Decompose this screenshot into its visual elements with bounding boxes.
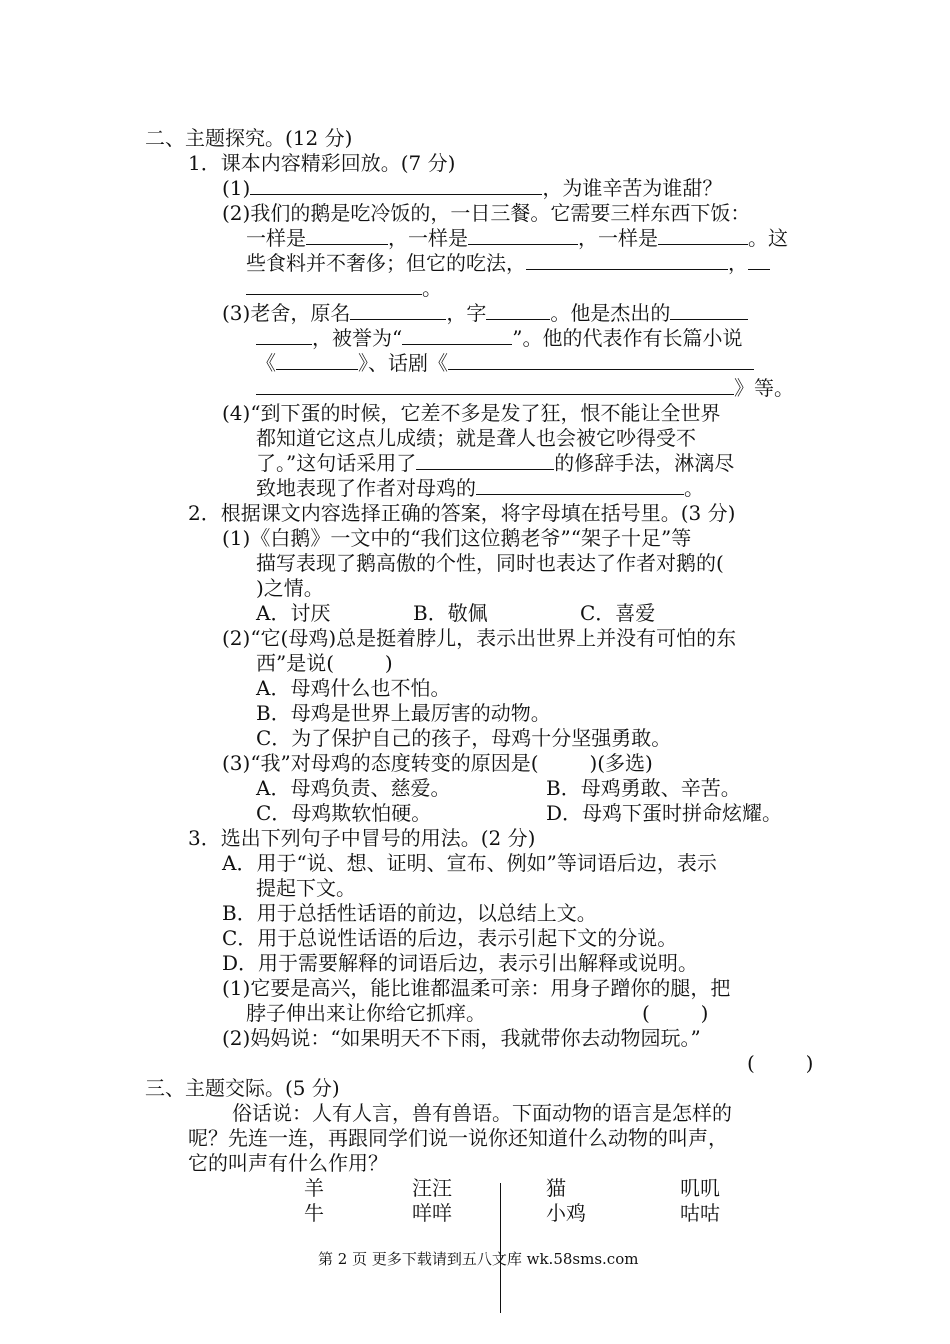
- section3-intro-line3: 它的叫声有什么作用？: [188, 1151, 388, 1175]
- answer-blank[interactable]: [468, 226, 578, 245]
- text: 。: [684, 476, 704, 500]
- q1-p1-num: (1): [222, 176, 251, 200]
- answer-paren[interactable]: ( ): [747, 1051, 814, 1075]
- q2-p2-line1: (2)“它(母鸡)总是挺着脖儿，表示出世界上并没有可怕的东: [222, 626, 737, 650]
- text: 《: [256, 351, 276, 375]
- q2-p1-line2: 描写表现了鹅高傲的个性，同时也表达了作者对鹅的(: [256, 551, 724, 575]
- answer-blank[interactable]: [476, 476, 684, 495]
- q1-p2-line1: (2)我们的鹅是吃冷饭的，一日三餐。它需要三样东西下饭：: [222, 201, 751, 225]
- answer-blank[interactable]: [246, 276, 422, 295]
- q1-p3-line1: [222, 301, 748, 325]
- answer-blank[interactable]: [526, 251, 728, 270]
- page-footer: 第 2 页 更多下载请到五八文库 wk.58sms.com: [318, 1250, 639, 1268]
- section2-title: 二、主题探究。(12 分): [145, 126, 353, 150]
- text: 了。”这句话采用了: [256, 451, 417, 475]
- q2-p2-line2: 西”是说( ): [256, 651, 393, 675]
- answer-blank[interactable]: [416, 451, 554, 470]
- q1-p4-line1: (4)“到下蛋的时候，它差不多是发了狂，恨不能让全世界: [222, 401, 721, 425]
- q3-option-a-line1: A．用于“说、想、证明、宣布、例如”等词语后边，表示: [222, 851, 717, 875]
- text: ，字: [446, 301, 487, 325]
- q2-p1-option-b: B．敬佩: [413, 601, 488, 625]
- text: 》等。: [734, 376, 794, 400]
- section3-title: 三、主题交际。(5 分): [145, 1076, 340, 1100]
- q2-p2-option-c: C．为了保护自己的孩子，母鸡十分坚强勇敢。: [256, 726, 672, 750]
- text: ，被誉为“: [312, 326, 403, 350]
- q2-title: 2．根据课文内容选择正确的答案，将字母填在括号里。(3 分): [188, 501, 736, 525]
- answer-blank[interactable]: [350, 301, 446, 320]
- q1-p2-line2: [246, 226, 788, 250]
- answer-blank[interactable]: [250, 176, 542, 195]
- answer-blank[interactable]: [256, 376, 734, 395]
- text: ，一样是: [388, 226, 468, 250]
- answer-blank[interactable]: [748, 251, 770, 270]
- sound-miemie: 咩咩: [412, 1201, 452, 1225]
- q1-p1-tail: ，为谁辛苦为谁甜？: [542, 176, 723, 200]
- q2-p1-line1: (1)《白鹅》一文中的“我们这位鹅老爷”“架子十足”等: [222, 526, 692, 550]
- q3-sentence2: (2)妈妈说：“如果明天不下雨，我就带你去动物园玩。”: [222, 1026, 701, 1050]
- animal-chick: 小鸡: [546, 1201, 586, 1225]
- answer-blank[interactable]: [670, 301, 748, 320]
- answer-blank[interactable]: [256, 326, 312, 345]
- q3-option-b: B．用于总括性话语的前边，以总结上文。: [222, 901, 597, 925]
- q2-p3-option-d: D．母鸡下蛋时拼命炫耀。: [546, 801, 783, 825]
- q1-p2-line3: [246, 251, 770, 275]
- q3-option-a-line2: 提起下文。: [256, 876, 356, 900]
- text: ，: [728, 251, 748, 275]
- sound-jiji: 叽叽: [680, 1176, 720, 1200]
- text: 。这: [748, 226, 788, 250]
- q3-sentence1-line2: 脖子伸出来让你给它抓痒。: [246, 1001, 486, 1025]
- q2-p2-option-a: A．母鸡什么也不怕。: [256, 676, 451, 700]
- q1-p4-line2: 都知道它这点儿成绩；就是聋人也会被它吵得受不: [256, 426, 696, 450]
- answer-blank[interactable]: [448, 351, 754, 370]
- q2-p3-option-c: C．母鸡欺软怕硬。: [256, 801, 432, 825]
- section3-intro-line2: 呢？先连一连，再跟同学们说一说你还知道什么动物的叫声，: [188, 1126, 728, 1150]
- animal-sheep: 羊: [304, 1176, 324, 1200]
- q1-p3-line2: [256, 326, 742, 350]
- q2-p3-option-a: A．母鸡负责、慈爱。: [256, 776, 451, 800]
- q1-p3-line4: [256, 376, 794, 400]
- q2-p1-line3: )之情。: [256, 576, 324, 600]
- q1-p4-line3: [256, 451, 734, 475]
- text: 。: [422, 276, 442, 300]
- text: ，一样是: [578, 226, 658, 250]
- q2-p1-option-c: C．喜爱: [580, 601, 656, 625]
- text: ”。他的代表作有长篇小说: [512, 326, 743, 350]
- sound-wangwang: 汪汪: [412, 1176, 452, 1200]
- q3-option-d: D．用于需要解释的词语后边，表示引出解释或说明。: [222, 951, 699, 975]
- q1-p1: [222, 176, 722, 200]
- text: 。他是杰出的: [550, 301, 671, 325]
- animal-cow: 牛: [304, 1201, 324, 1225]
- text: (3)老舍，原名: [222, 301, 351, 325]
- q3-option-c: C．用于总说性话语的后边，表示引起下文的分说。: [222, 926, 678, 950]
- text: 》、话剧《: [358, 351, 448, 375]
- section3-intro-line1: 俗话说：人有人言，兽有兽语。下面动物的语言是怎样的: [232, 1101, 732, 1125]
- q1-p3-line3: [256, 351, 754, 375]
- answer-blank[interactable]: [402, 326, 512, 345]
- text: 些食料并不奢侈；但它的吃法，: [246, 251, 526, 275]
- answer-blank[interactable]: [486, 301, 550, 320]
- q1-p4-line4: [256, 476, 704, 500]
- q2-p3-option-b: B．母鸡勇敢、辛苦。: [546, 776, 741, 800]
- q2-p3-line1: (3)“我”对母鸡的态度转变的原因是( )(多选): [222, 751, 653, 775]
- answer-blank[interactable]: [276, 351, 358, 370]
- q2-p1-option-a: A．讨厌: [256, 601, 331, 625]
- text: 的修辞手法，淋漓尽: [554, 451, 735, 475]
- sound-gugu: 咕咕: [680, 1201, 720, 1225]
- q2-p2-option-b: B．母鸡是世界上最厉害的动物。: [256, 701, 551, 725]
- answer-blank[interactable]: [658, 226, 748, 245]
- answer-paren[interactable]: ( ): [642, 1001, 709, 1025]
- answer-blank[interactable]: [306, 226, 388, 245]
- q3-title: 3．选出下列句子中冒号的用法。(2 分): [188, 826, 536, 850]
- q1-p2-line4: [246, 276, 442, 300]
- animal-cat: 猫: [546, 1176, 566, 1200]
- q3-sentence1-line1: (1)它要是高兴，能比谁都温柔可亲：用身子蹭你的腿，把: [222, 976, 731, 1000]
- text: 致地表现了作者对母鸡的: [256, 476, 476, 500]
- q1-title: 1．课本内容精彩回放。(7 分): [188, 151, 456, 175]
- text: 一样是: [246, 226, 306, 250]
